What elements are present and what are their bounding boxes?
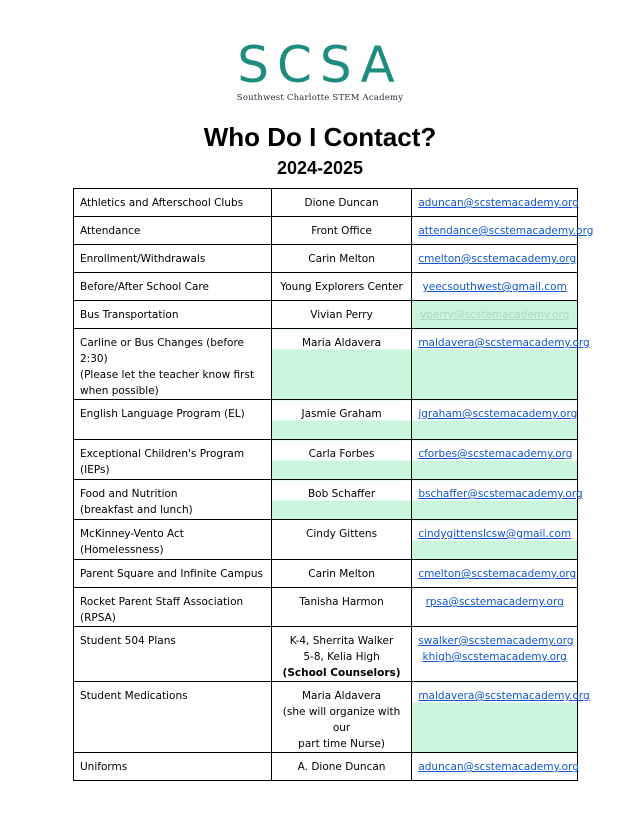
topic-cell: Student 504 Plans <box>74 627 272 682</box>
person-cell: Cindy Gittens <box>271 520 412 560</box>
topic-cell: Uniforms <box>74 753 272 781</box>
email-cell <box>412 753 578 781</box>
person-cell: K-4, Sherrita Walker 5-8, Kelia High (School Counselors) <box>271 627 412 682</box>
school-year: 2024-2025 <box>276 158 364 178</box>
logo-subtitle: Southwest Charlotte STEM Academy <box>236 93 404 103</box>
email-cell <box>412 217 594 245</box>
email-link[interactable]: yeecsouthwest@gmail.com <box>422 281 567 293</box>
email-cell <box>412 245 578 273</box>
table-row <box>74 440 578 480</box>
email-link[interactable]: cmelton@scstemacademy.org <box>418 253 577 265</box>
table-row <box>74 273 578 301</box>
table-row <box>74 520 578 560</box>
table-row <box>74 682 578 753</box>
email-link[interactable]: swalker@scstemacademy.org <box>418 635 574 647</box>
contact-table <box>73 188 594 781</box>
person-cell: Dione Duncan <box>271 189 412 217</box>
topic-cell: Athletics and Afterschool Clubs <box>74 189 272 217</box>
table-row <box>74 560 578 588</box>
person-cell: Jasmie Graham <box>271 400 412 440</box>
email-link[interactable]: aduncan@scstemacademy.org <box>418 761 579 773</box>
topic-cell: Student Medications <box>74 682 272 753</box>
email-cell <box>412 520 578 560</box>
topic-cell: McKinney-Vento Act (Homelessness) <box>74 520 272 560</box>
email-cell <box>412 588 578 627</box>
email-link[interactable]: attendance@scstemacademy.org <box>418 225 594 237</box>
person-cell: A. Dione Duncan <box>271 753 412 781</box>
logo-mark: SCSA <box>237 36 403 94</box>
person-cell: Carin Melton <box>271 560 412 588</box>
email-link[interactable]: bschaffer@scstemacademy.org <box>418 488 583 500</box>
table-row <box>74 301 578 329</box>
topic-cell: Bus Transportation <box>74 301 272 329</box>
email-link[interactable]: jgraham@scstemacademy.org <box>418 408 578 420</box>
person-cell: Tanisha Harmon <box>271 588 412 627</box>
person-cell: Front Office <box>271 217 412 245</box>
email-link[interactable]: vperry@scstemacademy.org <box>420 309 570 321</box>
table-row <box>74 627 578 682</box>
email-cell <box>412 480 583 520</box>
email-cell <box>412 273 578 301</box>
person-cell: Maria Aldavera (she will organize with our part time Nurse) <box>271 682 412 753</box>
email-link[interactable]: aduncan@scstemacademy.org <box>418 197 579 209</box>
email-cell <box>412 329 590 400</box>
email-cell <box>412 440 578 480</box>
topic-cell: Enrollment/Withdrawals <box>74 245 272 273</box>
email-cell <box>412 627 578 682</box>
topic-cell: English Language Program (EL) <box>74 400 272 440</box>
person-cell: Maria Aldavera <box>271 329 412 400</box>
email-link[interactable]: cforbes@scstemacademy.org <box>418 448 573 460</box>
email-cell <box>412 301 578 329</box>
table-row <box>74 588 578 627</box>
email-cell <box>412 400 578 440</box>
topic-cell: Food and Nutrition (breakfast and lunch) <box>74 480 272 520</box>
email-link[interactable]: cindygittenslcsw@gmail.com <box>418 528 572 540</box>
page-title: Who Do I Contact? <box>203 122 437 152</box>
table-row <box>74 480 578 520</box>
email-link[interactable]: maldavera@scstemacademy.org <box>418 690 590 702</box>
person-cell: Carin Melton <box>271 245 412 273</box>
email-cell <box>412 189 578 217</box>
person-cell: Bob Schaffer <box>271 480 412 520</box>
topic-cell: Parent Square and Infinite Campus <box>74 560 272 588</box>
person-cell: Carla Forbes <box>271 440 412 480</box>
email-cell <box>412 682 590 753</box>
topic-cell: Before/After School Care <box>74 273 272 301</box>
table-row <box>74 753 578 781</box>
person-cell: Young Explorers Center <box>271 273 412 301</box>
topic-cell: Rocket Parent Staff Association (RPSA) <box>74 588 272 627</box>
table-row <box>74 329 578 400</box>
email-cell <box>412 560 578 588</box>
person-cell: Vivian Perry <box>271 301 412 329</box>
email-link[interactable]: khigh@scstemacademy.org <box>422 651 567 663</box>
table-row <box>74 217 578 245</box>
table-row <box>74 189 578 217</box>
email-link[interactable]: rpsa@scstemacademy.org <box>425 596 564 608</box>
email-link[interactable]: cmelton@scstemacademy.org <box>418 568 577 580</box>
email-link[interactable]: maldavera@scstemacademy.org <box>418 337 590 349</box>
topic-cell: Attendance <box>74 217 272 245</box>
table-row <box>74 400 578 440</box>
school-logo <box>230 36 410 103</box>
topic-cell: Exceptional Children's Program (IEPs) <box>74 440 272 480</box>
table-row <box>74 245 578 273</box>
topic-cell: Carline or Bus Changes (before 2:30) (Please let the teacher know first when possible) <box>74 329 272 400</box>
